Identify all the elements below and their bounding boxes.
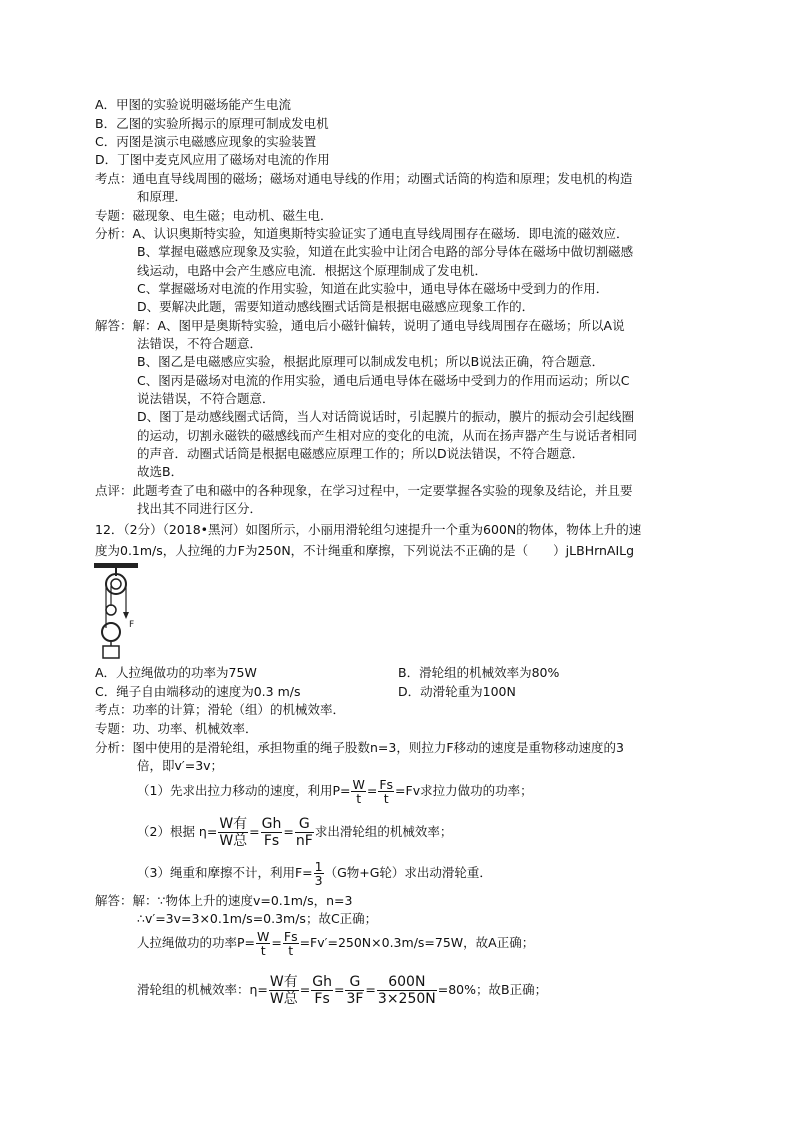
numerator: 600N: [377, 974, 437, 991]
equals-sign: =: [365, 982, 376, 997]
fixed-pulley-large: [106, 574, 126, 594]
equals-sign: =: [333, 982, 345, 997]
q12-answer-line3: [137, 930, 534, 957]
ceiling-beam: [94, 563, 138, 568]
q11-jieda-line8: 的声音．动圈式话筒是根据电磁感应原理工作的；所以D说法错误，不符合题意．: [137, 446, 585, 461]
answer3-prefix: 人拉绳做功的功率P=: [137, 935, 256, 950]
fixed-pulley-small: [111, 579, 121, 589]
q11-kaodian-line1: 考点：通电直导线周围的磁场；磁场对通电导线的作用；动圈式话筒的构造和原理；发电机的构造: [95, 171, 633, 186]
denominator: t: [383, 791, 389, 806]
equals-sign: =: [283, 824, 294, 839]
q12-stem-line1: 12．（2分）（2018•黑河）如图所示，小丽用滑轮组匀速提升一个重为600N的物体，物体上升的速: [95, 522, 642, 537]
q12-stem-line2: 度为0.1m/s，人拉绳的力F为250N，不计绳重和摩擦，下列说法不正确的是（ ）jLBHrnAILg: [95, 543, 635, 558]
q11-fenxi-line4: C、掌握磁场对电流的作用实验，知道在此实验中，通电导体在磁场中受到力的作用．: [137, 281, 609, 296]
movable-pulley-large: [102, 623, 120, 641]
numerator: Fs: [379, 777, 394, 792]
load-block: [103, 646, 119, 658]
step1-prefix: （1）先求出拉力移动的速度，利用P=: [137, 783, 351, 798]
force-label: F: [129, 620, 135, 630]
answer4-prefix: 滑轮组的机械效率：η=: [137, 982, 268, 997]
q11-fenxi-line5: D、要解决此题，需要知道动感线圈式话筒是根据电磁感应现象工作的．: [137, 299, 535, 314]
q11-option-b: B．乙图的实验所揭示的原理可制成发电机: [95, 116, 329, 131]
fraction-gh-over-fs: [261, 816, 283, 849]
q11-kaodian-line2: 和原理．: [137, 189, 188, 204]
fraction-600-over-750: [377, 974, 437, 1007]
fraction-gh-over-fs: [311, 974, 333, 1007]
fraction-g-over-nf: [295, 816, 314, 849]
equals-sign: =: [299, 982, 311, 997]
q11-jieda-line5: 说法错误，不符合题意．: [137, 391, 275, 406]
numerator: W: [352, 777, 365, 792]
denominator: W总: [269, 991, 298, 1007]
q11-jieda-line4: C、图丙是磁场对电流的作用实验，通电后通电导体在磁场中受到力的作用而运动；所以C: [137, 373, 630, 388]
q12-answer-line2: ∴v′=3v=3×0.1m/s=0.3m/s；故C正确；: [137, 911, 378, 926]
denominator: nF: [295, 833, 313, 849]
q11-fenxi-line2: B、掌握电磁感应现象及实验，知道在此实验中让闭合电路的部分导体在磁场中做切割磁感: [137, 244, 634, 259]
numerator: G: [345, 974, 364, 991]
fraction-g-over-3f: [345, 974, 364, 1007]
q11-jieda-line9: 故选B．: [137, 464, 184, 479]
fraction-fs-over-t: [283, 930, 299, 957]
force-arrow: [123, 612, 129, 619]
denominator: 3: [314, 873, 323, 888]
q11-dianping-line2: 找出其不同进行区分．: [137, 501, 263, 516]
denominator: 3F: [346, 991, 364, 1007]
denominator: W总: [219, 833, 248, 849]
q12-zhuanti: 专题：功、功率、机械效率．: [95, 721, 258, 736]
denominator: Fs: [263, 833, 280, 849]
q11-fenxi-line1: 分析：A、认识奥斯特实验，知道奥斯特实验证实了通电直导线周围存在磁场．即电流的磁效应．: [95, 226, 629, 241]
q11-fenxi-line3: 线运动，电路中会产生感应电流．根据这个原理制成了发电机．: [137, 263, 488, 278]
denominator: 3×250N: [377, 991, 436, 1007]
q12-option-d: D．动滑轮重为100N: [398, 684, 516, 699]
q11-option-d: D．丁图中麦克风应用了磁场对电流的作用: [95, 152, 330, 167]
numerator: G: [295, 816, 314, 833]
numerator: Gh: [261, 816, 282, 832]
step2-prefix: （2）根据 η=: [137, 824, 218, 839]
q12-step2: [137, 816, 452, 849]
fraction-wyou-over-wzong: [218, 816, 248, 849]
denominator: t: [288, 943, 294, 958]
numerator: Fs: [283, 929, 298, 944]
q11-jieda-line1: 解答：解：A、图甲是奥斯特实验，通电后小磁针偏转，说明了通电导线周围存在磁场；所以A说: [95, 318, 625, 333]
answer4-suffix: =80%；故B正确；: [437, 982, 548, 997]
movable-pulley-small: [106, 605, 116, 615]
step3-prefix: （3）绳重和摩擦不计，利用F=: [137, 865, 313, 880]
q11-option-c: C．丙图是演示电磁感应现象的实验装置: [95, 134, 317, 149]
q12-option-c: C．绳子自由端移动的速度为0.3 m/s: [95, 684, 301, 699]
step2-suffix: 求出滑轮组的机械效率；: [314, 824, 453, 839]
numerator: Gh: [312, 974, 332, 990]
step1-suffix: =Fv求拉力做功的功率；: [395, 783, 533, 798]
answer3-suffix: =Fv′=250N×0.3m/s=75W，故A正确；: [299, 935, 535, 950]
q11-jieda-line7: 的运动，切割永磁铁的磁感线而产生相对应的变化的电流，从而在扬声器产生与说话者相同: [137, 428, 638, 443]
q11-option-a: A．甲图的实验说明磁场能产生电流: [95, 97, 292, 112]
numerator: 1: [314, 859, 323, 874]
fraction-w-over-t: [256, 930, 270, 957]
fraction-one-third: [314, 860, 324, 887]
q12-kaodian: 考点：功率的计算；滑轮（组）的机械效率．: [95, 702, 346, 717]
q11-jieda-line6: D、图丁是动感线圈式话筒，当人对话筒说话时，引起膜片的振动，膜片的振动会引起线圈: [137, 409, 635, 424]
equals-sign: =: [249, 824, 260, 839]
numerator: W有: [219, 816, 248, 832]
q11-jieda-line3: B、图乙是电磁感应实验，根据此原理可以制成发电机；所以B说法正确，符合题意．: [137, 354, 605, 369]
fraction-wyou-over-wzong: [269, 974, 299, 1007]
denominator: t: [260, 943, 266, 958]
equals-sign: =: [366, 783, 378, 798]
numerator: W: [257, 929, 270, 944]
q12-answer-line1: 解答：解：∵物体上升的速度v=0.1m/s，n=3: [95, 893, 353, 908]
equals-sign: =: [271, 935, 282, 950]
q12-option-a: A．人拉绳做功的功率为75W: [95, 665, 257, 680]
q12-step1: [137, 778, 533, 805]
numerator: W有: [269, 974, 298, 990]
q11-dianping-line1: 点评：此题考查了电和磁中的各种现象，在学习过程中，一定要掌握各实验的现象及结论，并且要: [95, 483, 633, 498]
step3-suffix: （G物+G轮）求出动滑轮重．: [324, 865, 492, 880]
q12-option-b: B．滑轮组的机械效率为80%: [398, 665, 560, 680]
q12-step3: [137, 860, 492, 887]
q11-zhuanti: 专题：磁现象、电生磁；电动机、磁生电．: [95, 208, 333, 223]
fraction-fs-over-t: [378, 778, 394, 805]
q12-fenxi-line2: 倍，即v′=3v；: [137, 758, 224, 773]
denominator: t: [356, 791, 362, 806]
pulley-system-figure: [92, 562, 142, 660]
q12-answer-line4: [137, 974, 547, 1007]
q12-fenxi-line1: 分析：图中使用的是滑轮组，承担物重的绳子股数n=3，则拉力F移动的速度是重物移动速度的3: [95, 740, 624, 755]
fraction-w-over-t: [351, 778, 365, 805]
denominator: Fs: [314, 991, 330, 1007]
q11-jieda-line2: 法错误，不符合题意．: [137, 336, 263, 351]
